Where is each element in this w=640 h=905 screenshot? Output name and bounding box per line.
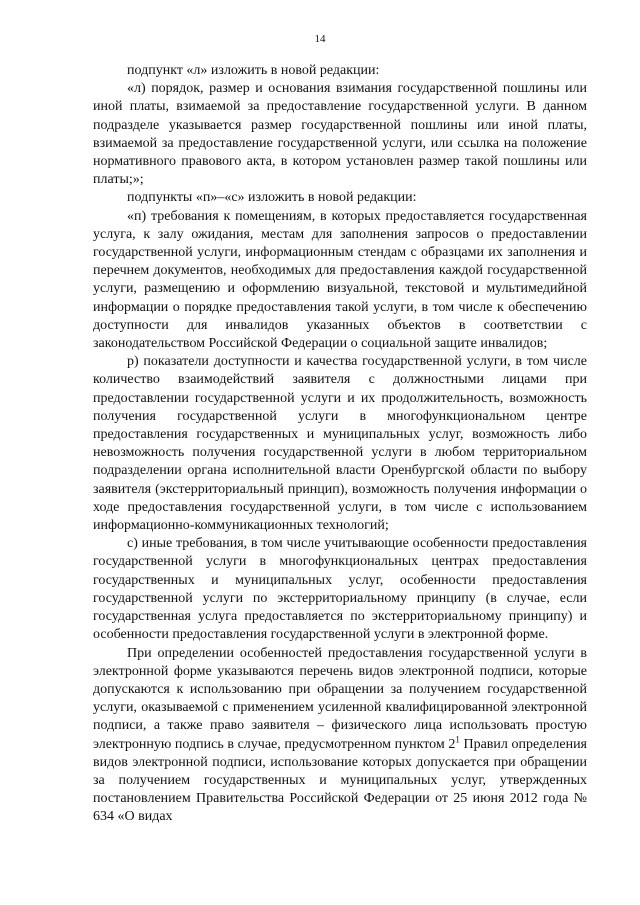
paragraph-subitem-r-text: р) показатели доступности и качества государственной услуги, в том числе количество взаимодействий заявителя с должностными лицами при предоставлении государственной услуги и их продолжительность, возможность получения государственной услуги в многофункциональном центре предоставления государственных и муниципальных услуг, возможность либо невозможность получения государственной услуги в любом территориальном подразделении органа исполнительной власти Оренбургской области по выбору заявителя (экстерриториальный принцип), возможность получения информации о ходе предоставления государственной услуги, в том числе с использованием информационно-коммуникационных технологий; (93, 354, 587, 534)
paragraph-subitem-p-text: «п) требования к помещениям, в которых предоставляется государственная услуга, к залу ожидания, местам для заполнения запросов о предоставлении государственной услуги, информационным стендам с образцами их заполнения и перечнем документов, необходимых для предоставления каждой государственной услуги, размещению и оформлению визуальной, текстовой и мультимедийной информации о порядке предоставления такой услуги, в том числе к обеспечению доступности для инвалидов указанных объектов в соответствии с законодательством Российской Федерации о социальной защите инвалидов; (93, 208, 587, 352)
paragraph-electronic-form-part2: Правил определения видов электронной подписи, использование которых допускается при обращении за получением государственных и муниципальных услуг, утвержденных постановлением Правительства Российской Федерации от 25 июня 2012 года № 634 «О видах (93, 736, 587, 825)
paragraph-subitem-l-intro: подпункт «л» изложить в новой редакции: (127, 63, 380, 78)
paragraph-subitems-p-s-intro: подпункты «п»–«с» изложить в новой редакции: (127, 190, 417, 206)
page-number: 14 (314, 33, 326, 45)
paragraph-subitem-l-text: «л) порядок, размер и основания взимания государственной пошлины или иной платы, взимаемой за предоставление государственной услуги. В данном подразделе указывается размер государственной пошлины или иной платы, взимаемой за предоставление государственной услуги, или ссылка на положение нормативного правового акта, в котором установлен размер такой пошлины или платы;»; (93, 81, 587, 188)
paragraph-electronic-form (93, 645, 587, 827)
paragraph-electronic-form-part1: При определении особенностей предоставления государственной услуги в электронной форме указываются перечень видов электронной подписи, которые допускаются к использованию при обращении за получением государственной услуги, оказываемой с применением усиленной квалифицированной электронной подписи, а также право заявителя – физического лица использовать простую электронную подпись в случае, предусмотренном пунктом 2 (93, 645, 587, 752)
document-body (93, 62, 587, 827)
paragraph-subitem-s-text: с) иные требования, в том числе учитывающие особенности предоставления государственной услуги в многофункциональных центрах предоставления государственных и муниципальных услуг, особенности предоставления государственной услуги по экстерриториальному принципу (в случае, если государственная услуга предоставляется по экстерриториальному принципу) и особенности предоставления государственной услуги в электронной форме. (93, 536, 587, 643)
superscript-footnote: 1 (455, 733, 460, 744)
